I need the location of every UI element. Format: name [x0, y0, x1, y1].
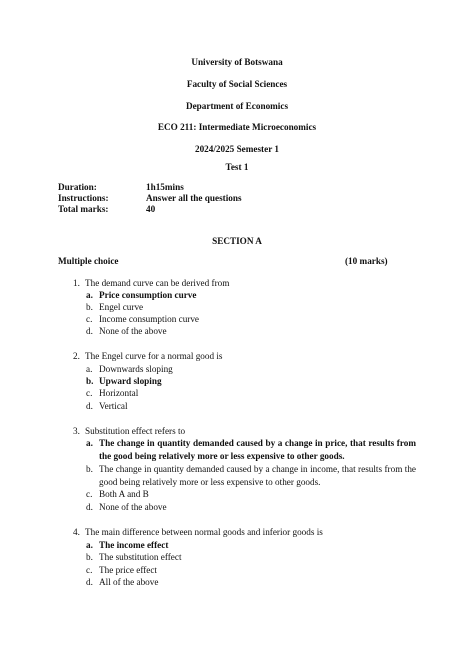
question-text: Substitution effect refers to — [85, 426, 186, 436]
option-letter: d. — [86, 326, 93, 336]
option-letter: a. — [86, 438, 93, 448]
question-text: The demand curve can be derived from — [85, 278, 230, 288]
option-text: Horizontal — [99, 388, 139, 398]
question-2-option-a — [86, 363, 416, 376]
test-title: Test 1 — [225, 162, 249, 172]
question-1-option-c — [86, 313, 416, 326]
option-text: Engel curve — [99, 302, 144, 312]
section-marks: (10 marks) — [345, 256, 388, 266]
question-3-option-d — [86, 501, 416, 514]
question-number: 3. — [73, 426, 80, 436]
question-text: The Engel curve for a normal good is — [85, 351, 223, 361]
option-letter: b. — [86, 302, 93, 312]
option-letter: a. — [86, 540, 93, 550]
option-text: The change in quantity demanded caused by a change in price, that results from the good being relatively more or less expensive to other goods. — [99, 438, 416, 461]
option-letter: c. — [86, 565, 93, 575]
option-letter: c. — [86, 388, 93, 398]
option-text: Downwards sloping — [99, 364, 173, 374]
question-2-option-b — [86, 375, 416, 388]
question-number: 4. — [73, 527, 80, 537]
department-name: Department of Economics — [185, 101, 289, 111]
section-title: SECTION A — [212, 236, 262, 246]
question-4-option-d — [86, 576, 416, 589]
question-3-option-c — [86, 488, 416, 501]
option-text: The change in quantity demanded caused by a change in income, that results from the good being relatively more or less expensive to other goods. — [99, 464, 416, 487]
option-text: Both A and B — [99, 489, 149, 499]
option-text: The price effect — [99, 565, 157, 575]
option-letter: d. — [86, 502, 93, 512]
option-text: The substitution effect — [99, 552, 182, 562]
question-3-option-b — [86, 463, 416, 488]
option-letter: b. — [86, 552, 93, 562]
semester: 2024/2025 Semester 1 — [194, 144, 280, 154]
option-letter: b. — [86, 464, 93, 474]
question-4-option-a — [86, 539, 416, 552]
option-text: None of the above — [99, 502, 167, 512]
option-letter: a. — [86, 290, 93, 300]
option-letter: d. — [86, 577, 93, 587]
question-3-option-a — [86, 437, 416, 462]
question-number: 2. — [73, 351, 80, 361]
instructions-label: Instructions: — [58, 193, 109, 203]
question-4-option-c — [86, 564, 416, 577]
question-1-option-a — [86, 289, 416, 302]
option-letter: c. — [86, 489, 93, 499]
section-subtitle: Multiple choice — [58, 256, 119, 266]
total-marks-label: Total marks: — [58, 204, 109, 214]
option-text: All of the above — [99, 577, 159, 587]
faculty-name: Faculty of Social Sciences — [186, 79, 288, 89]
question-number: 1. — [73, 278, 80, 288]
total-marks-value: 40 — [146, 204, 156, 214]
duration-value: 1h15mins — [146, 182, 184, 192]
option-letter: d. — [86, 401, 93, 411]
option-text: Vertical — [99, 401, 128, 411]
question-1-option-b — [86, 301, 416, 314]
duration-label: Duration: — [58, 182, 97, 192]
course-title: ECO 211: Intermediate Microeconomics — [157, 122, 317, 132]
option-text: Income consumption curve — [99, 314, 200, 324]
option-letter: c. — [86, 314, 93, 324]
option-letter: a. — [86, 364, 93, 374]
option-text: None of the above — [99, 326, 167, 336]
question-1-option-d — [86, 325, 416, 338]
question-4-option-b — [86, 551, 416, 564]
question-2-option-c — [86, 387, 416, 400]
option-text: Upward sloping — [99, 376, 162, 386]
question-2-option-d — [86, 400, 416, 413]
question-text: The main difference between normal goods and inferior goods is — [85, 527, 323, 537]
option-text: Price consumption curve — [99, 290, 197, 300]
option-letter: b. — [86, 376, 94, 386]
instructions-value: Answer all the questions — [146, 193, 242, 203]
university-name: University of Botswana — [191, 57, 283, 67]
option-text: The income effect — [99, 540, 169, 550]
